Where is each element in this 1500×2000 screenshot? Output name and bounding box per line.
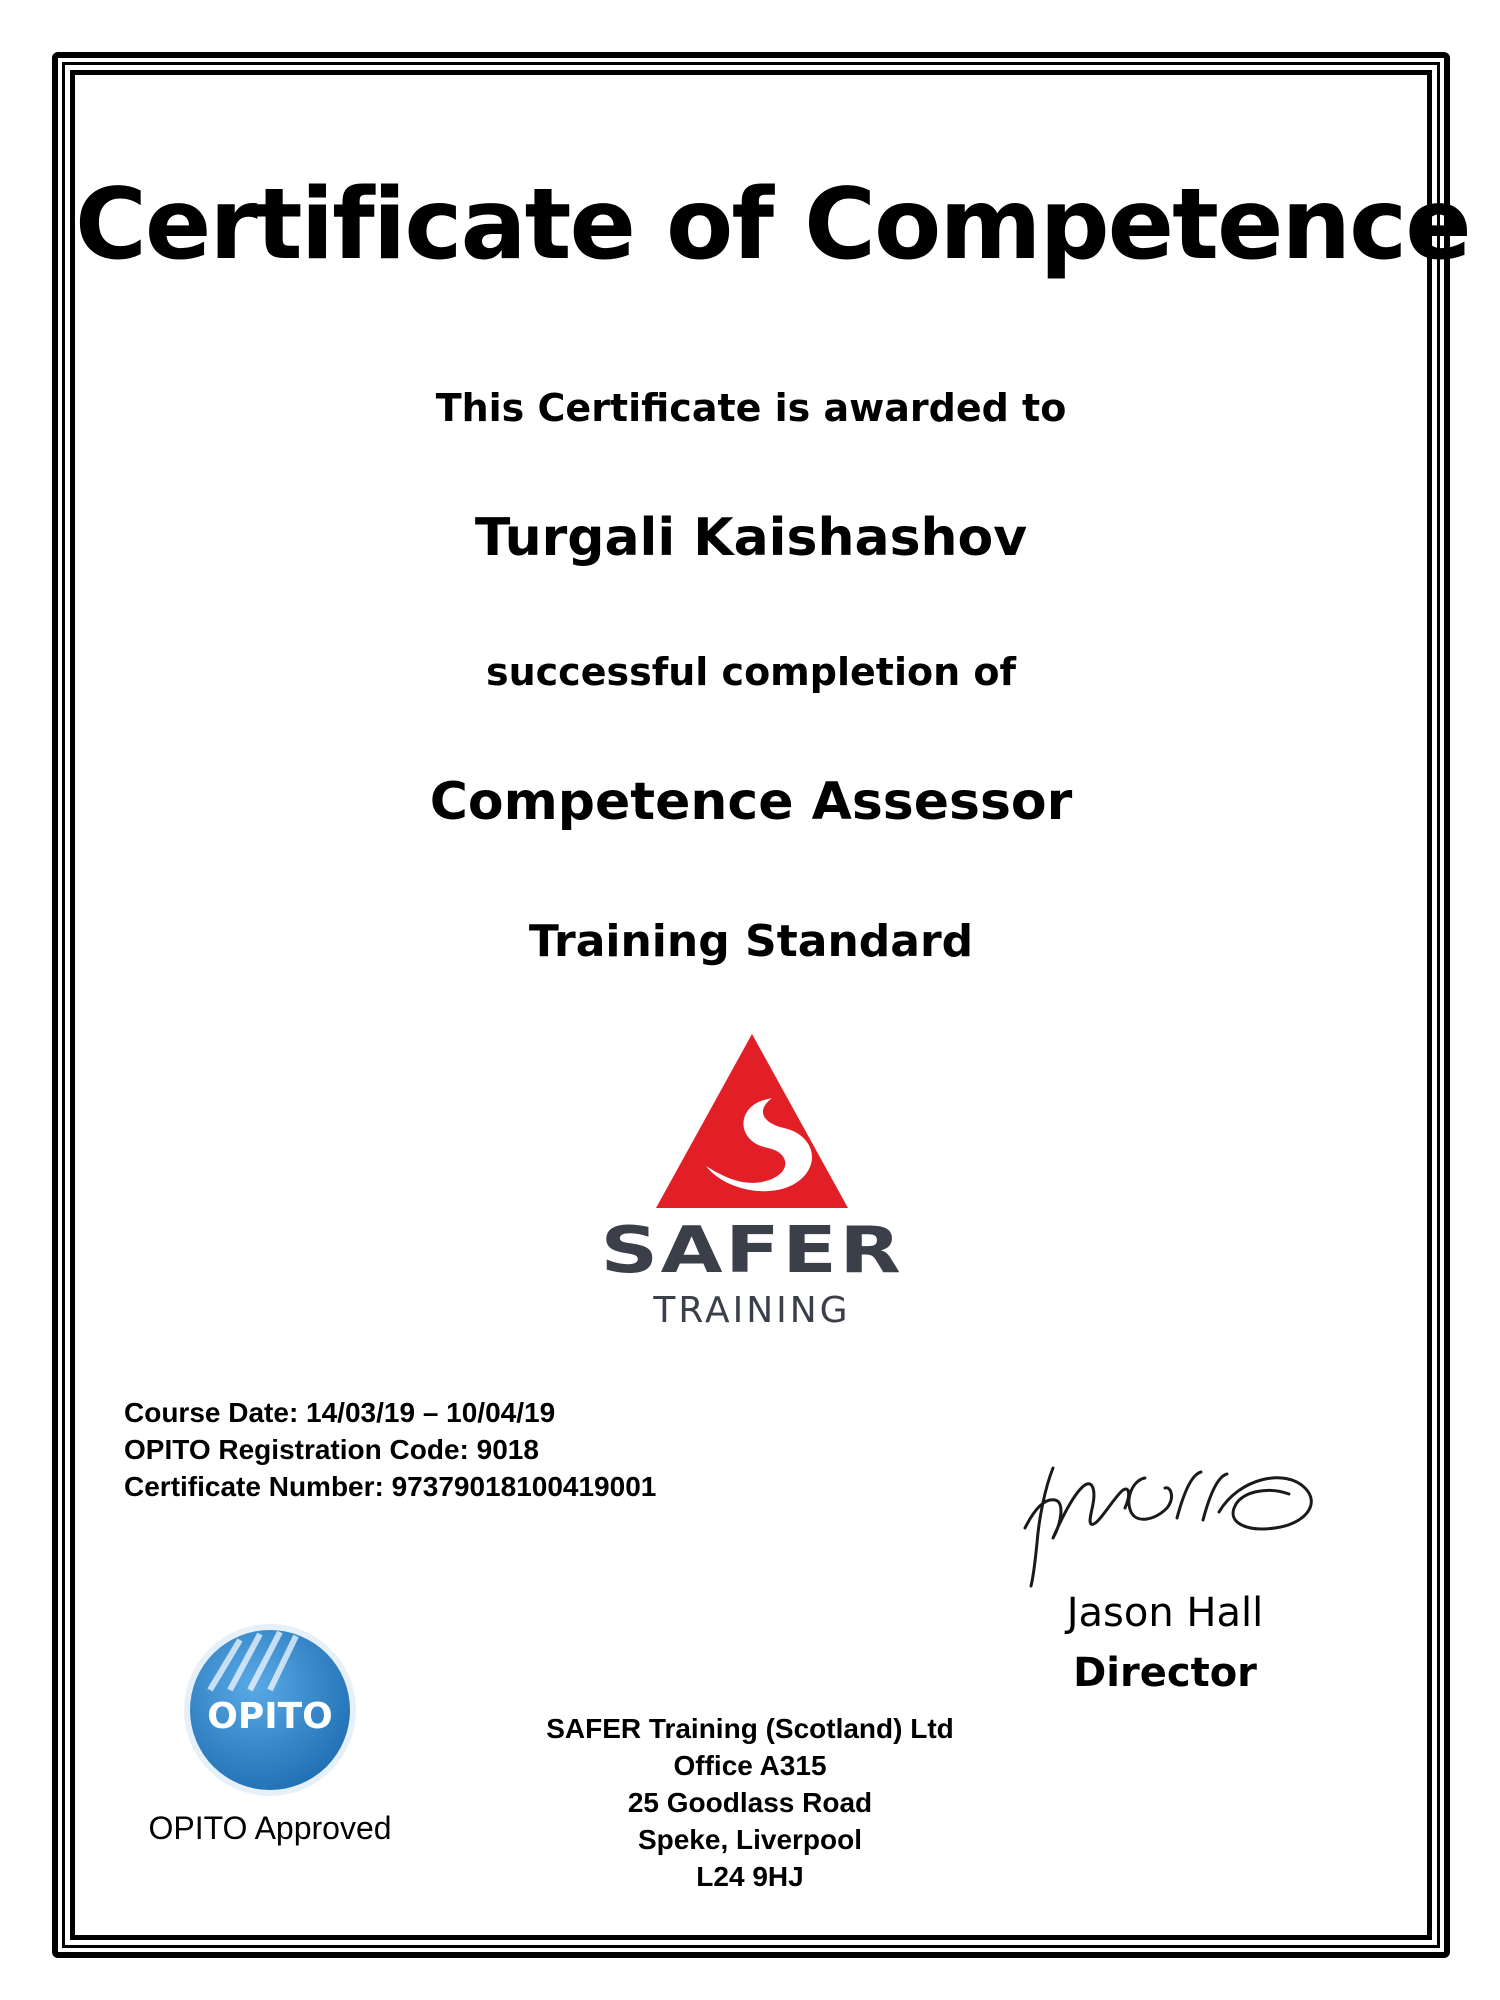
logo-subtitle: TRAINING — [653, 1290, 851, 1331]
safer-triangle-icon — [586, 1030, 918, 1215]
opito-badge — [180, 1620, 360, 1800]
signature — [1005, 1428, 1335, 1588]
training-standard: Training Standard — [528, 916, 974, 967]
opito-badge-text: OPITO — [207, 1696, 333, 1737]
address-company: SAFER Training (Scotland) Ltd — [546, 1713, 954, 1744]
opito-approved-label: OPITO Approved — [148, 1810, 392, 1846]
certificate-title: Certificate of Competence — [75, 168, 1470, 282]
course-details — [124, 1394, 656, 1505]
completion-text: successful completion of — [485, 650, 1016, 694]
address-area: Speke, Liverpool — [637, 1824, 863, 1855]
signatory-name: Jason Hall — [1066, 1590, 1264, 1636]
logo-wordmark: SAFER — [600, 1214, 904, 1288]
registration-code: OPITO Registration Code: 9018 — [124, 1434, 539, 1465]
course-name: Competence Assessor — [429, 772, 1073, 832]
recipient-name: Turgali Kaishashov — [474, 508, 1028, 568]
course-date: Course Date: 14/03/19 – 10/04/19 — [124, 1397, 556, 1428]
address-postcode: L24 9HJ — [696, 1861, 804, 1892]
certificate-number: Certificate Number: 97379018100419001 — [124, 1471, 657, 1502]
safer-training-logo — [586, 1030, 918, 1330]
awarded-text: This Certificate is awarded to — [435, 386, 1067, 430]
signatory-role: Director — [1073, 1650, 1257, 1696]
company-address — [450, 1710, 1050, 1895]
address-office: Office A315 — [673, 1750, 827, 1781]
address-street: 25 Goodlass Road — [627, 1787, 873, 1818]
